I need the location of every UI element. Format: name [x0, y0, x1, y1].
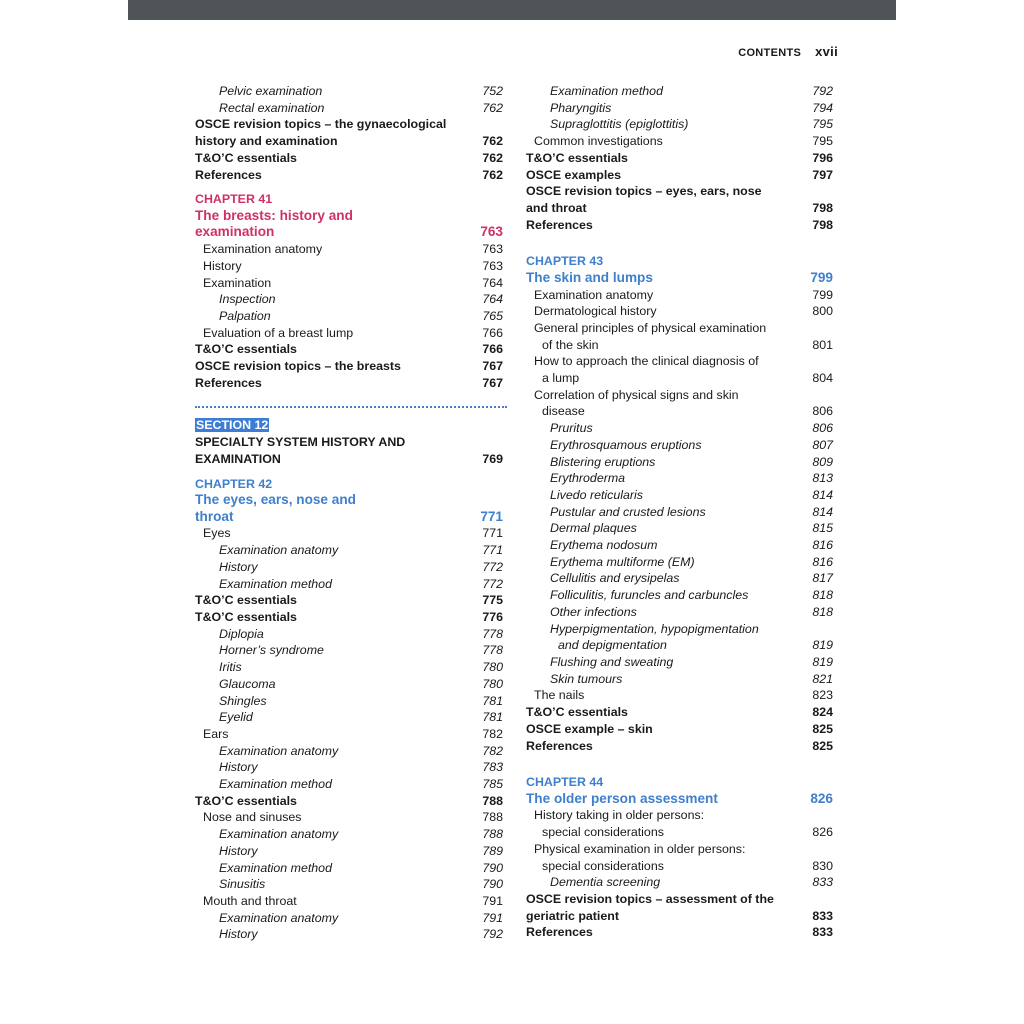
toc-entry-page: 799 [812, 287, 833, 302]
chapter-title-line: The older person assessment [526, 790, 718, 806]
toc-entry[interactable] [195, 308, 503, 325]
toc-entry[interactable] [195, 592, 503, 609]
toc-list [195, 525, 503, 943]
toc-entry-page: 778 [482, 643, 503, 658]
toc-entry[interactable] [526, 924, 833, 941]
toc-entry[interactable] [195, 83, 503, 100]
toc-entry-page: 772 [482, 559, 503, 574]
toc-entry[interactable] [526, 437, 833, 454]
chapter-title[interactable] [526, 270, 833, 287]
toc-entry-title: Inspection [219, 292, 276, 307]
toc-entry-page: 782 [482, 726, 503, 741]
toc-entry-title: References [526, 738, 593, 753]
toc-entry-title: Erythema nodosum [550, 538, 658, 553]
toc-entry-page: 785 [482, 777, 503, 792]
toc-entry-page: 766 [482, 342, 503, 357]
toc-entry-title: Rectal examination [219, 100, 325, 115]
toc-entry-page: 804 [812, 371, 833, 386]
toc-entry-title: Folliculitis, furuncles and carbuncles [550, 588, 749, 603]
toc-entry-page: 816 [812, 538, 833, 553]
toc-entry[interactable] [526, 554, 833, 571]
toc-entry-title: Supraglottitis (epiglottitis) [550, 117, 689, 132]
toc-entry-page: 819 [812, 638, 833, 653]
toc-entry-title: References [526, 217, 593, 232]
toc-entry-title: special considerations [542, 825, 664, 840]
toc-entry[interactable] [195, 167, 503, 184]
toc-entry-page: 783 [482, 760, 503, 775]
toc-entry[interactable] [195, 525, 503, 542]
chapter-page: 763 [480, 224, 503, 240]
toc-entry-title: Erythrosquamous eruptions [550, 437, 702, 452]
section-title-line: SPECIALTY SYSTEM HISTORY AND [195, 435, 406, 450]
toc-entry[interactable] [526, 200, 833, 217]
toc-entry-page: 815 [812, 521, 833, 536]
toc-entry-title: special considerations [542, 858, 664, 873]
toc-entry-title: Physical examination in older persons: [534, 841, 746, 856]
toc-entry[interactable] [195, 258, 503, 275]
toc-entry-page: 824 [812, 705, 833, 720]
toc-entry-title: Pharyngitis [550, 100, 612, 115]
toc-entry-title: Examination method [219, 576, 332, 591]
toc-entry-title: Examination method [550, 84, 663, 98]
toc-entry-title: The nails [534, 688, 585, 703]
toc-entry[interactable] [195, 291, 503, 308]
toc-entry[interactable] [195, 676, 503, 693]
toc-entry-page: 771 [482, 526, 503, 541]
toc-entry-title: History [203, 258, 242, 273]
toc-entry-title: T&O’C essentials [195, 342, 297, 357]
toc-entry-title: Examination anatomy [219, 910, 339, 925]
toc-entry[interactable] [526, 100, 833, 117]
toc-entry-title: and throat [526, 200, 587, 215]
toc-entry[interactable] [195, 609, 503, 626]
toc-entry[interactable] [195, 693, 503, 710]
chapter-title-line: The breasts: history and [195, 207, 353, 223]
toc-entry-title: OSCE revision topics – the gynaecological [195, 117, 447, 132]
toc-entry-title: Examination [203, 275, 272, 290]
toc-entry-page: 814 [812, 504, 833, 519]
toc-entry[interactable] [526, 303, 833, 320]
section-page: 769 [482, 451, 503, 466]
toc-entry[interactable] [526, 687, 833, 704]
section-12 [195, 417, 503, 467]
toc-entry-title: Dementia screening [550, 875, 661, 890]
chapter-title-line: throat [195, 508, 234, 524]
toc-entry-page: 763 [482, 258, 503, 273]
toc-entry-page: 833 [812, 908, 833, 923]
chapter-43 [526, 253, 833, 754]
toc-entry-page: 766 [482, 325, 503, 340]
toc-entry-page: 800 [812, 304, 833, 319]
toc-entry-page: 762 [482, 134, 503, 149]
chapter-44 [526, 774, 833, 941]
toc-entry-title: a lump [542, 371, 580, 386]
toc-entry-page: 764 [482, 275, 503, 290]
toc-entry-title: Erythroderma [550, 471, 626, 486]
toc-entry-title: Examination anatomy [219, 543, 339, 558]
toc-entry[interactable] [526, 387, 833, 404]
toc-entry-page: 781 [482, 710, 503, 725]
toc-entry-page: 767 [482, 375, 503, 390]
toc-entry-title: Mouth and throat [203, 893, 297, 908]
toc-entry-title: Examination anatomy [534, 287, 654, 302]
toc-entry-page: 814 [812, 487, 833, 502]
toc-entry[interactable] [526, 874, 833, 891]
chapter-page: 799 [810, 269, 833, 285]
toc-entry-title: Iritis [219, 660, 242, 675]
toc-entry-page: 809 [812, 454, 833, 469]
chapter-title[interactable] [195, 492, 503, 525]
toc-entry[interactable] [195, 910, 503, 927]
toc-entry[interactable] [526, 908, 833, 925]
toc-entry[interactable] [526, 807, 833, 824]
chapter-page: 826 [810, 790, 833, 806]
toc-entry[interactable] [526, 604, 833, 621]
chapter-label: CHAPTER 43 [526, 254, 604, 269]
toc-entry[interactable] [195, 659, 503, 676]
toc-entry-title: T&O’C essentials [195, 593, 297, 608]
toc-entry-page: 798 [812, 217, 833, 232]
toc-entry-page: 752 [482, 84, 503, 98]
section-label[interactable] [195, 417, 503, 434]
toc-entry[interactable] [526, 504, 833, 521]
toc-entry-page: 795 [812, 134, 833, 149]
toc-entry-title: Cellulitis and erysipelas [550, 571, 680, 586]
toc-entry-page: 778 [482, 626, 503, 641]
toc-entry[interactable] [195, 100, 503, 117]
chapter-title-line: The eyes, ears, nose and [195, 492, 356, 508]
chapter-title[interactable] [195, 208, 503, 241]
toc-entry-page: 762 [482, 167, 503, 182]
toc-entry-page: 801 [812, 337, 833, 352]
toc-entry[interactable] [195, 709, 503, 726]
toc-entry-title: of the skin [542, 337, 599, 352]
toc-entry-page: 806 [812, 404, 833, 419]
toc-entry-page: 816 [812, 554, 833, 569]
toc-entry-title: Livedo reticularis [550, 487, 643, 502]
chapter-label: CHAPTER 42 [195, 476, 273, 491]
toc-entry-title: Ears [203, 726, 229, 741]
toc-entry[interactable] [526, 891, 833, 908]
toc-list [526, 807, 833, 941]
chapter-title[interactable] [526, 791, 833, 808]
toc-entry-title: Shingles [219, 693, 267, 708]
toc-entry-title: Examination anatomy [203, 242, 323, 257]
toc-entry-title: Blistering eruptions [550, 454, 656, 469]
toc-entry[interactable] [526, 470, 833, 487]
toc-entry[interactable] [526, 637, 833, 654]
toc-entry-title: Skin tumours [550, 671, 623, 686]
toc-entry-title: geriatric patient [526, 908, 619, 923]
toc-entry-title: References [195, 375, 262, 390]
toc-entry-title: Evaluation of a breast lump [203, 325, 354, 340]
toc-entry-title: References [195, 167, 262, 182]
toc-entry[interactable] [195, 926, 503, 943]
toc-entry-title: Horner’s syndrome [219, 643, 324, 658]
toc-entry-title: History taking in older persons: [534, 808, 705, 823]
toc-entry[interactable] [195, 893, 503, 910]
toc-entry[interactable] [526, 353, 833, 370]
chapter-42 [195, 476, 503, 943]
toc-entry-title: Correlation of physical signs and skin [534, 387, 739, 402]
toc-entry[interactable] [195, 793, 503, 810]
toc-entry[interactable] [195, 876, 503, 893]
toc-entry-title: References [526, 925, 593, 940]
toc-entry-page: 825 [812, 738, 833, 753]
toc-entry[interactable] [195, 576, 503, 593]
toc-entry-page: 765 [482, 308, 503, 323]
toc-entry-page: 813 [812, 471, 833, 486]
toc-entry[interactable] [526, 83, 833, 100]
toc-entry-page: 790 [482, 877, 503, 892]
toc-entry[interactable] [526, 150, 833, 167]
toc-entry-title: Examination method [219, 860, 332, 875]
toc-entry-page: 780 [482, 660, 503, 675]
toc-entry-title: T&O’C essentials [526, 150, 628, 165]
toc-entry-title: Pelvic examination [219, 84, 323, 98]
toc-entry-title: Glaucoma [219, 676, 276, 691]
toc-entry-page: 795 [812, 117, 833, 132]
page-folio: xvii [815, 44, 838, 59]
toc-entry-page: 788 [482, 810, 503, 825]
toc-entry-title: OSCE examples [526, 167, 622, 182]
toc-entry-title: Sinusitis [219, 877, 266, 892]
toc-list [195, 241, 503, 391]
toc-entry-title: Palpation [219, 308, 271, 323]
toc-entry-page: 790 [482, 860, 503, 875]
running-head [738, 44, 838, 59]
toc-entry[interactable] [195, 759, 503, 776]
toc-entry-page: 775 [482, 593, 503, 608]
toc-entry-title: Examination anatomy [219, 743, 339, 758]
toc-entry-page: 789 [482, 843, 503, 858]
toc-entry-title: Nose and sinuses [203, 810, 302, 825]
toc-entry-page: 796 [812, 150, 833, 165]
toc-entry[interactable] [195, 241, 503, 258]
toc-entry[interactable] [526, 320, 833, 337]
toc-entry-title: History [219, 843, 258, 858]
toc-entry[interactable] [195, 860, 503, 877]
toc-entry-title: Dermal plaques [550, 521, 637, 536]
chapter-41 [195, 191, 503, 391]
toc-entry[interactable] [195, 726, 503, 743]
toc-entry[interactable] [526, 487, 833, 504]
toc-list [526, 83, 833, 233]
toc-entry-title: T&O’C essentials [195, 150, 297, 165]
toc-entry[interactable] [526, 537, 833, 554]
toc-entry[interactable] [195, 116, 503, 133]
toc-entry-title: General principles of physical examination [534, 320, 767, 335]
toc-entry-page: 788 [482, 827, 503, 842]
toc-entry-page: 771 [482, 543, 503, 558]
toc-entry[interactable] [195, 776, 503, 793]
toc-entry-title: OSCE revision topics – the breasts [195, 359, 401, 374]
toc-entry-title: Diplopia [219, 626, 264, 641]
toc-entry-page: 791 [482, 893, 503, 908]
toc-entry[interactable] [195, 743, 503, 760]
toc-entry[interactable] [195, 341, 503, 358]
toc-entry-page: 830 [812, 858, 833, 873]
toc-entry-page: 807 [812, 437, 833, 452]
toc-entry[interactable] [526, 116, 833, 133]
toc-entry-title: History [219, 559, 258, 574]
toc-entry-page: 826 [812, 825, 833, 840]
toc-entry-page: 788 [482, 793, 503, 808]
toc-entry[interactable] [526, 370, 833, 387]
toc-entry-title: T&O’C essentials [195, 793, 297, 808]
toc-entry-page: 792 [482, 927, 503, 942]
toc-entry[interactable] [526, 403, 833, 420]
toc-entry-title: OSCE revision topics – assessment of the [526, 891, 774, 906]
toc-entry[interactable] [526, 704, 833, 721]
chapter-label: CHAPTER 41 [195, 192, 273, 207]
toc-entry[interactable] [195, 826, 503, 843]
toc-entry-title: Flushing and sweating [550, 655, 674, 669]
toc-entry[interactable] [526, 721, 833, 738]
toc-entry-title: disease [542, 404, 585, 419]
toc-entry-title: Pustular and crusted lesions [550, 504, 706, 519]
section-title-line: EXAMINATION [195, 451, 281, 466]
running-head-title: CONTENTS [738, 47, 802, 59]
toc-entry-title: Other infections [550, 604, 637, 619]
toc-entry-page: 818 [812, 588, 833, 603]
toc-entry-title: and depigmentation [558, 638, 667, 653]
toc-entry-page: 819 [812, 655, 833, 669]
toc-entry[interactable] [526, 824, 833, 841]
toc-entry[interactable] [195, 275, 503, 292]
toc-entry-title: Hyperpigmentation, hypopigmentation [550, 621, 759, 636]
toc-entry[interactable] [195, 559, 503, 576]
toc-entry[interactable] [526, 841, 833, 858]
toc-entry[interactable] [526, 738, 833, 755]
toc-entry[interactable] [195, 133, 503, 150]
toc-entry-title: T&O’C essentials [526, 705, 628, 720]
toc-entry[interactable] [526, 133, 833, 150]
toc-entry[interactable] [526, 671, 833, 688]
toc-entry-page: 794 [812, 100, 833, 115]
toc-entry-page: 818 [812, 604, 833, 619]
toc-entry[interactable] [195, 150, 503, 167]
chapter-title-line: The skin and lumps [526, 269, 653, 285]
toc-entry-page: 825 [812, 721, 833, 736]
toc-entry[interactable] [195, 843, 503, 860]
toc-entry-title: Eyelid [219, 710, 253, 725]
section-title[interactable] [195, 434, 503, 467]
toc-entry-title: Common investigations [534, 134, 663, 149]
top-bar [128, 0, 896, 20]
chapter-title-line: examination [195, 224, 275, 240]
toc-entry-title: History [219, 927, 258, 942]
toc-list [195, 83, 503, 183]
toc-entry-title: OSCE revision topics – eyes, ears, nose [526, 184, 762, 199]
toc-entry-page: 781 [482, 693, 503, 708]
toc-entry-page: 780 [482, 676, 503, 691]
toc-entry[interactable] [195, 542, 503, 559]
toc-entry-title: Examination anatomy [219, 827, 339, 842]
toc-entry-page: 792 [812, 84, 833, 98]
toc-entry[interactable] [195, 626, 503, 643]
toc-entry[interactable] [526, 287, 833, 304]
toc-entry-title: OSCE example – skin [526, 721, 653, 736]
toc-entry-page: 817 [812, 571, 833, 586]
chapter-label: CHAPTER 44 [526, 775, 604, 790]
toc-entry-page: 797 [812, 167, 833, 182]
toc-entry-page: 764 [482, 292, 503, 307]
chapter-page: 771 [480, 508, 503, 524]
toc-entry-title: How to approach the clinical diagnosis of [534, 354, 759, 369]
toc-entry[interactable] [526, 217, 833, 234]
toc-entry-title: Examination method [219, 777, 332, 792]
toc-entry[interactable] [195, 325, 503, 342]
toc-entry[interactable] [526, 654, 833, 671]
toc-entry-page: 821 [812, 671, 833, 686]
toc-entry[interactable] [526, 520, 833, 537]
toc-list [526, 287, 833, 755]
toc-entry[interactable] [526, 621, 833, 638]
toc-entry-page: 776 [482, 609, 503, 624]
toc-entry-page: 833 [812, 875, 833, 890]
toc-entry-page: 798 [812, 200, 833, 215]
toc-entry[interactable] [526, 337, 833, 354]
toc-entry-page: 767 [482, 359, 503, 374]
toc-entry[interactable] [195, 375, 503, 392]
toc-entry-page: 806 [812, 421, 833, 436]
toc-entry-title: Eyes [203, 526, 231, 541]
toc-entry-title: Erythema multiforme (EM) [550, 554, 695, 569]
toc-entry-title: Dermatological history [534, 304, 657, 319]
toc-entry[interactable] [195, 809, 503, 826]
section-divider [195, 406, 507, 408]
left-column [195, 83, 503, 943]
toc-entry-page: 763 [482, 242, 503, 257]
toc-entry-page: 782 [482, 743, 503, 758]
toc-entry-title: history and examination [195, 134, 338, 149]
right-column [526, 83, 833, 941]
toc-entry-title: History [219, 760, 258, 775]
toc-entry[interactable] [195, 642, 503, 659]
toc-entry[interactable] [526, 167, 833, 184]
toc-entry-page: 791 [482, 910, 503, 925]
toc-entry[interactable] [526, 587, 833, 604]
toc-entry[interactable] [526, 420, 833, 437]
toc-entry-page: 762 [482, 150, 503, 165]
toc-entry-title: T&O’C essentials [195, 609, 297, 624]
toc-entry[interactable] [526, 570, 833, 587]
toc-entry-page: 772 [482, 576, 503, 591]
toc-entry-page: 833 [812, 925, 833, 940]
toc-entry-page: 762 [482, 100, 503, 115]
toc-entry-page: 823 [812, 688, 833, 703]
toc-entry-title: Pruritus [550, 421, 593, 436]
toc-entry[interactable] [526, 454, 833, 471]
toc-entry[interactable] [526, 183, 833, 200]
toc-entry[interactable] [526, 858, 833, 875]
section-label-text: SECTION 12 [196, 418, 269, 433]
toc-entry[interactable] [195, 358, 503, 375]
